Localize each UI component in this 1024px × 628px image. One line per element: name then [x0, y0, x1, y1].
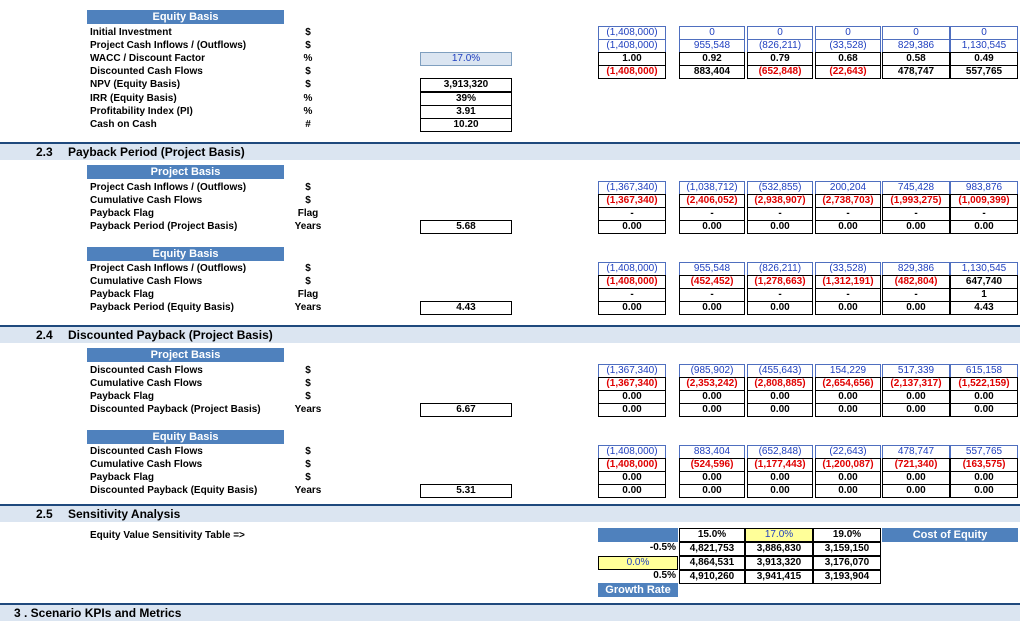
row-unit: $ — [305, 27, 311, 38]
grid-cell[interactable]: 1,130,545 — [950, 39, 1018, 53]
sens-value-cell[interactable]: 4,864,531 — [679, 556, 745, 570]
grid-cell[interactable]: (721,340) — [882, 458, 950, 472]
grid-cell[interactable]: 0.00 — [815, 301, 881, 315]
grid-cell[interactable]: 0.00 — [747, 220, 813, 234]
grid-cell[interactable]: 0.00 — [882, 484, 950, 498]
row-label: Project Cash Inflows / (Outflows) — [90, 182, 247, 193]
row-label: IRR (Equity Basis) — [90, 92, 177, 104]
grid-cell[interactable]: 0.00 — [950, 471, 1018, 485]
row-unit: Flag — [297, 289, 319, 301]
input-cell[interactable]: 17.0% — [420, 52, 512, 66]
grid-cell[interactable]: 0.00 — [679, 403, 745, 417]
grid-cell[interactable]: - — [598, 288, 666, 302]
row-unit: $ — [305, 459, 311, 471]
grid-cell[interactable]: 4.43 — [950, 301, 1018, 315]
sensitivity-corner-cell — [598, 528, 678, 542]
grid-cell[interactable]: - — [598, 207, 666, 221]
grid-cell[interactable]: (652,848) — [747, 65, 813, 79]
sens-col-header[interactable]: 15.0% — [679, 528, 745, 542]
grid-cell[interactable]: 615,158 — [950, 364, 1018, 378]
sens-row-header[interactable]: 0.5% — [653, 570, 676, 581]
grid-cell[interactable]: 478,747 — [882, 65, 950, 79]
grid-cell[interactable]: 557,765 — [950, 445, 1018, 459]
grid-cell[interactable]: 0.00 — [882, 301, 950, 315]
grid-cell[interactable]: - — [882, 288, 950, 302]
grid-cell[interactable]: 154,229 — [815, 364, 881, 378]
grid-cell[interactable]: 557,765 — [950, 65, 1018, 79]
cost-of-equity-axis-label: Cost of Equity — [882, 528, 1018, 542]
grid-cell[interactable]: 0.00 — [882, 220, 950, 234]
grid-cell[interactable]: (1,367,340) — [598, 181, 666, 195]
row-label: Discounted Cash Flows — [90, 365, 203, 376]
grid-cell[interactable]: (22,643) — [815, 65, 881, 79]
row-unit: $ — [305, 472, 311, 484]
row-label: Initial Investment — [90, 27, 172, 38]
row-unit: Years — [294, 221, 322, 233]
grid-cell[interactable]: - — [815, 288, 881, 302]
result-cell[interactable]: 3,913,320 — [420, 78, 512, 92]
grid-cell[interactable]: (2,406,052) — [679, 194, 745, 208]
row-label: Payback Flag — [90, 472, 154, 484]
grid-cell[interactable]: - — [679, 288, 745, 302]
grid-cell[interactable]: 0.00 — [882, 403, 950, 417]
row-unit: $ — [305, 263, 311, 274]
row-label: Profitability Index (PI) — [90, 105, 193, 117]
grid-cell[interactable]: 883,404 — [679, 65, 745, 79]
grid-cell[interactable]: (33,528) — [815, 262, 881, 276]
block-header: Equity Basis — [87, 430, 284, 444]
grid-cell[interactable]: - — [747, 207, 813, 221]
grid-cell[interactable]: (1,993,275) — [882, 194, 950, 208]
result-cell[interactable]: 6.67 — [420, 403, 512, 417]
result-cell[interactable]: 10.20 — [420, 118, 512, 132]
section-2-3-header — [0, 142, 1020, 160]
sens-value-cell[interactable]: 4,821,753 — [679, 542, 745, 556]
grid-cell[interactable]: 0.00 — [950, 220, 1018, 234]
sens-value-cell[interactable]: 4,910,260 — [679, 570, 745, 584]
grid-cell[interactable]: 0.00 — [679, 484, 745, 498]
grid-cell[interactable]: 478,747 — [882, 445, 950, 459]
row-label: Discounted Payback (Project Basis) — [90, 404, 261, 416]
sens-value-cell[interactable]: 3,886,830 — [745, 542, 813, 556]
grid-cell[interactable]: 0.00 — [747, 301, 813, 315]
row-unit: % — [303, 92, 313, 104]
grid-cell[interactable]: (524,596) — [679, 458, 745, 472]
grid-cell[interactable]: (1,408,000) — [598, 65, 666, 79]
block-header: Project Basis — [87, 165, 284, 179]
grid-cell[interactable]: 883,404 — [679, 445, 745, 459]
grid-cell[interactable]: 0 — [679, 26, 745, 40]
grid-cell[interactable]: 0.00 — [950, 403, 1018, 417]
grid-cell[interactable]: (455,643) — [747, 364, 813, 378]
grid-cell[interactable]: (2,137,317) — [882, 377, 950, 391]
grid-cell[interactable]: (1,200,087) — [815, 458, 881, 472]
section-number: 2.3 — [36, 145, 53, 159]
grid-cell[interactable]: 0.00 — [882, 471, 950, 485]
grid-cell[interactable]: (1,408,000) — [598, 445, 666, 459]
grid-cell[interactable]: 1,130,545 — [950, 262, 1018, 276]
growth-rate-axis-label: Growth Rate — [598, 583, 678, 597]
grid-cell[interactable]: 1.00 — [598, 52, 666, 66]
grid-cell[interactable]: (2,353,242) — [679, 377, 745, 391]
grid-cell[interactable]: (163,575) — [950, 458, 1018, 472]
grid-cell[interactable]: (1,408,000) — [598, 26, 666, 40]
section-2-5-header — [0, 504, 1020, 522]
section-title: Discounted Payback (Project Basis) — [68, 328, 273, 342]
grid-cell[interactable]: 0 — [882, 26, 950, 40]
row-unit: Flag — [297, 208, 319, 220]
grid-cell[interactable]: 0.79 — [747, 52, 813, 66]
grid-cell[interactable]: 0.00 — [598, 301, 666, 315]
row-label: Project Cash Inflows / (Outflows) — [90, 263, 247, 274]
grid-cell[interactable]: 0.58 — [882, 52, 950, 66]
section-title: Sensitivity Analysis — [68, 507, 181, 521]
grid-cell[interactable]: (2,654,656) — [815, 377, 881, 391]
section-number: 2.4 — [36, 328, 53, 342]
section-2-4-header — [0, 325, 1020, 343]
row-label: Payback Flag — [90, 289, 154, 301]
section-number: 2.5 — [36, 507, 53, 521]
grid-cell[interactable]: 0.00 — [679, 301, 745, 315]
row-label: Payback Flag — [90, 208, 154, 220]
row-label: Discounted Cash Flows — [90, 446, 203, 457]
row-label: Payback Period (Project Basis) — [90, 221, 238, 233]
sens-row-header-base[interactable]: 0.0% — [598, 556, 678, 570]
grid-cell[interactable]: (22,643) — [815, 445, 881, 459]
sens-row-header[interactable]: -0.5% — [649, 542, 676, 553]
section-title: Payback Period (Project Basis) — [68, 145, 245, 159]
grid-cell[interactable]: 0.68 — [815, 52, 881, 66]
row-label: Payback Period (Equity Basis) — [90, 302, 234, 314]
row-label: Cash on Cash — [90, 118, 157, 130]
sens-value-cell[interactable]: 3,193,904 — [813, 570, 881, 584]
grid-cell[interactable]: 0.49 — [950, 52, 1018, 66]
grid-cell[interactable]: (1,278,663) — [747, 275, 813, 289]
row-unit: $ — [305, 446, 311, 457]
row-unit: Years — [294, 404, 322, 416]
grid-cell[interactable]: (1,367,340) — [598, 194, 666, 208]
row-label: Discounted Cash Flows — [90, 66, 203, 78]
section-3-header — [0, 603, 1020, 621]
grid-cell[interactable]: 647,740 — [950, 275, 1018, 289]
grid-cell[interactable]: 0.00 — [950, 390, 1018, 404]
row-unit: % — [303, 53, 313, 65]
row-unit: % — [303, 105, 313, 117]
grid-cell[interactable]: (1,177,443) — [747, 458, 813, 472]
grid-cell[interactable]: 983,876 — [950, 181, 1018, 195]
grid-cell[interactable]: (1,009,399) — [950, 194, 1018, 208]
grid-cell[interactable]: 0.00 — [679, 220, 745, 234]
row-unit: $ — [305, 182, 311, 193]
grid-cell[interactable]: 0.00 — [747, 390, 813, 404]
grid-cell[interactable]: (1,522,159) — [950, 377, 1018, 391]
grid-cell[interactable]: 0.00 — [747, 484, 813, 498]
grid-cell[interactable]: - — [747, 288, 813, 302]
grid-cell[interactable]: - — [679, 207, 745, 221]
grid-cell[interactable]: (482,804) — [882, 275, 950, 289]
sens-value-cell[interactable]: 3,176,070 — [813, 556, 881, 570]
row-unit: Years — [294, 302, 322, 314]
result-cell[interactable]: 39% — [420, 92, 512, 106]
sens-value-cell[interactable]: 3,941,415 — [745, 570, 813, 584]
result-cell[interactable]: 3.91 — [420, 105, 512, 119]
block-header: Equity Basis — [87, 10, 284, 24]
sens-value-cell[interactable]: 3,159,150 — [813, 542, 881, 556]
grid-cell[interactable]: 0.00 — [598, 390, 666, 404]
grid-cell[interactable]: 0.00 — [598, 471, 666, 485]
grid-cell[interactable]: (1,408,000) — [598, 275, 666, 289]
grid-cell[interactable]: 0 — [815, 26, 881, 40]
grid-cell[interactable]: (1,408,000) — [598, 458, 666, 472]
grid-cell[interactable]: 829,386 — [882, 39, 950, 53]
row-unit: $ — [305, 195, 311, 207]
grid-cell[interactable]: 0.00 — [882, 390, 950, 404]
result-cell[interactable]: 5.31 — [420, 484, 512, 498]
grid-cell[interactable]: (33,528) — [815, 39, 881, 53]
row-unit: $ — [305, 365, 311, 376]
row-label: Discounted Payback (Equity Basis) — [90, 485, 258, 497]
row-label: Cumulative Cash Flows — [90, 195, 203, 207]
grid-cell[interactable]: 829,386 — [882, 262, 950, 276]
grid-cell[interactable]: (985,902) — [679, 364, 745, 378]
grid-cell[interactable]: (532,855) — [747, 181, 813, 195]
grid-cell[interactable]: (826,211) — [747, 262, 813, 276]
grid-cell[interactable]: 0.00 — [815, 390, 881, 404]
grid-cell[interactable]: 0.00 — [679, 471, 745, 485]
grid-cell[interactable]: - — [950, 207, 1018, 221]
row-unit: Years — [294, 485, 322, 497]
grid-cell[interactable]: 0.00 — [815, 220, 881, 234]
grid-cell[interactable]: 200,204 — [815, 181, 881, 195]
grid-cell[interactable]: 0.00 — [598, 220, 666, 234]
row-label: Cumulative Cash Flows — [90, 459, 203, 471]
grid-cell[interactable]: (2,738,703) — [815, 194, 881, 208]
grid-cell[interactable]: 0.00 — [815, 484, 881, 498]
grid-cell[interactable]: (1,312,191) — [815, 275, 881, 289]
grid-cell[interactable]: 745,428 — [882, 181, 950, 195]
grid-cell[interactable]: 517,339 — [882, 364, 950, 378]
grid-cell[interactable]: (1,367,340) — [598, 377, 666, 391]
sens-value-cell[interactable]: 3,913,320 — [745, 556, 813, 570]
row-unit: # — [305, 118, 311, 130]
row-unit: $ — [305, 378, 311, 390]
grid-cell[interactable]: 0.00 — [950, 484, 1018, 498]
row-unit: $ — [305, 391, 311, 403]
grid-cell[interactable]: 0 — [747, 26, 813, 40]
grid-cell[interactable]: (1,038,712) — [679, 181, 745, 195]
grid-cell[interactable]: - — [882, 207, 950, 221]
row-label: WACC / Discount Factor — [90, 53, 206, 65]
grid-cell[interactable]: (826,211) — [747, 39, 813, 53]
grid-cell[interactable]: 0.92 — [679, 52, 745, 66]
sens-col-header[interactable]: 19.0% — [813, 528, 881, 542]
row-unit: $ — [305, 40, 311, 52]
result-cell[interactable]: 5.68 — [420, 220, 512, 234]
row-label: Project Cash Inflows / (Outflows) — [90, 40, 247, 52]
grid-cell[interactable]: 0.00 — [598, 484, 666, 498]
row-unit: $ — [305, 66, 311, 78]
row-label: Cumulative Cash Flows — [90, 276, 203, 288]
row-label: Payback Flag — [90, 391, 154, 403]
block-header: Equity Basis — [87, 247, 284, 261]
grid-cell[interactable]: 0.00 — [747, 403, 813, 417]
grid-cell[interactable]: 955,548 — [679, 39, 745, 53]
block-header: Project Basis — [87, 348, 284, 362]
row-label: NPV (Equity Basis) — [90, 79, 181, 91]
row-unit: $ — [305, 79, 311, 91]
sens-col-header-base[interactable]: 17.0% — [745, 528, 813, 542]
row-label: Cumulative Cash Flows — [90, 378, 203, 390]
grid-cell[interactable]: 0.00 — [747, 471, 813, 485]
grid-cell[interactable]: (1,367,340) — [598, 364, 666, 378]
grid-cell[interactable]: 955,548 — [679, 262, 745, 276]
grid-cell[interactable]: - — [815, 207, 881, 221]
grid-cell[interactable]: 1 — [950, 288, 1018, 302]
row-unit: $ — [305, 276, 311, 288]
grid-cell[interactable]: 0.00 — [598, 403, 666, 417]
result-cell[interactable]: 4.43 — [420, 301, 512, 315]
grid-cell[interactable]: (2,938,907) — [747, 194, 813, 208]
grid-cell[interactable]: 0 — [950, 26, 1018, 40]
grid-cell[interactable]: (1,408,000) — [598, 39, 666, 53]
grid-cell[interactable]: (652,848) — [747, 445, 813, 459]
grid-cell[interactable]: (2,808,885) — [747, 377, 813, 391]
sensitivity-table-label: Equity Value Sensitivity Table => — [90, 530, 245, 541]
grid-cell[interactable]: (452,452) — [679, 275, 745, 289]
section-title: 3 . Scenario KPIs and Metrics — [14, 606, 182, 620]
grid-cell[interactable]: (1,408,000) — [598, 262, 666, 276]
grid-cell[interactable]: 0.00 — [815, 471, 881, 485]
grid-cell[interactable]: 0.00 — [679, 390, 745, 404]
grid-cell[interactable]: 0.00 — [815, 403, 881, 417]
